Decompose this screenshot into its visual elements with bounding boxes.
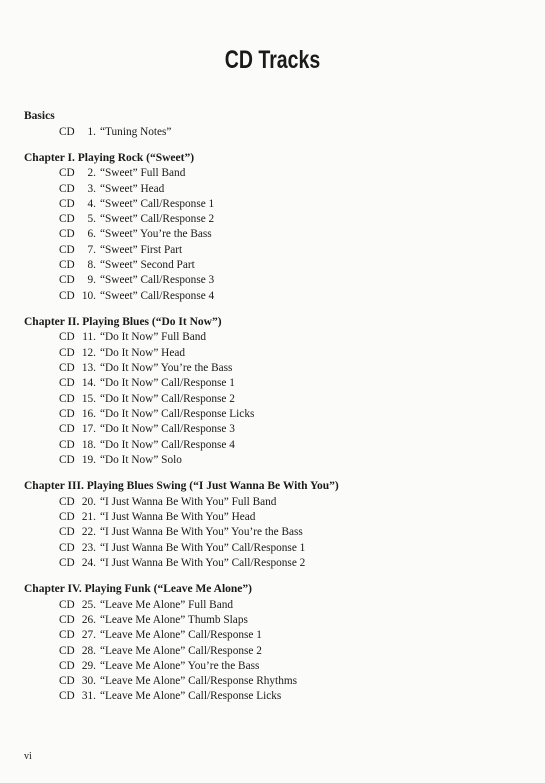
page-title: CD Tracks [224,46,321,74]
track-number: 24. [81,556,96,569]
track-number: 29. [81,659,96,672]
track-item [24,541,524,556]
track-cd-label: CD [59,495,75,508]
track-section [24,315,524,468]
track-cd-label: CD [59,392,75,405]
track-title: “Do It Now” Call/Response Licks [100,407,255,420]
track-title: “Do It Now” Full Band [100,331,207,344]
track-number: 23. [81,541,96,554]
page-number: vi [24,751,32,762]
track-section [24,479,524,571]
track-item [24,376,524,391]
track-item [24,689,524,704]
track-title: “I Just Wanna Be With You” Full Band [100,495,277,508]
track-cd-label: CD [59,644,75,657]
track-title: “Do It Now” Call/Response 3 [100,423,235,436]
track-cd-label: CD [59,331,75,344]
track-item [24,438,524,453]
track-item [24,361,524,376]
track-title: “Tuning Notes” [100,125,172,138]
track-cd-label: CD [59,659,75,672]
track-cd-label: CD [59,423,75,436]
track-cd-label: CD [59,556,75,569]
track-title: “Do It Now” Call/Response 1 [100,377,235,390]
track-number: 28. [81,644,96,657]
track-title: “Leave Me Alone” Thumb Slaps [100,613,248,626]
track-title: “Do It Now” Head [100,346,186,359]
track-cd-label: CD [59,228,75,241]
track-cd-label: CD [59,675,75,688]
track-item [24,659,524,674]
track-cd-label: CD [59,541,75,554]
track-title: “Leave Me Alone” Call/Response Licks [100,690,282,703]
track-item [24,453,524,468]
track-number: 16. [81,407,96,420]
track-number: 20. [81,495,96,508]
track-cd-label: CD [59,613,75,626]
track-number: 4. [87,197,96,210]
track-cd-label: CD [59,407,75,420]
track-item [24,495,524,510]
track-cd-label: CD [59,125,75,138]
track-title: “I Just Wanna Be With You” Call/Response 2 [100,556,306,569]
track-title: “Leave Me Alone” Full Band [100,598,234,611]
track-item [24,674,524,689]
track-number: 3. [87,182,96,195]
track-item [24,197,524,212]
track-number: 2. [87,167,96,180]
track-item [24,346,524,361]
track-title: “I Just Wanna Be With You” You’re the Bass [100,526,303,539]
track-number: 18. [81,438,96,451]
track-title: “Sweet” Call/Response 2 [100,213,215,226]
track-title: “Do It Now” Call/Response 4 [100,438,235,451]
track-section [24,151,524,304]
track-cd-label: CD [59,289,75,302]
track-number: 6. [87,228,96,241]
track-number: 30. [81,675,96,688]
track-number: 19. [81,453,96,466]
section-heading: Chapter III. Playing Blues Swing (“I Just Wanna Be With You”) [24,480,339,493]
track-title: “Leave Me Alone” Call/Response 1 [100,629,262,642]
section-heading: Basics [24,110,55,122]
track-item [24,644,524,659]
track-title: “I Just Wanna Be With You” Head [100,510,256,523]
track-title: “Sweet” Full Band [100,167,186,180]
track-title: “Sweet” First Part [100,243,183,256]
track-item [24,525,524,540]
track-number: 13. [81,362,96,375]
track-item [24,392,524,407]
track-title: “Do It Now” You’re the Bass [100,362,233,375]
track-cd-label: CD [59,377,75,390]
section-heading: Chapter II. Playing Blues (“Do It Now”) [24,315,222,328]
track-item [24,212,524,227]
track-item [24,598,524,613]
track-title: “Sweet” Call/Response 1 [100,197,215,210]
track-title: “Sweet” Head [100,182,165,195]
track-number: 7. [87,243,96,256]
track-cd-label: CD [59,453,75,466]
track-number: 12. [81,346,96,359]
track-number: 22. [81,526,96,539]
track-cd-label: CD [59,438,75,451]
track-item [24,289,524,304]
track-number: 31. [81,690,96,703]
track-number: 14. [81,377,96,390]
track-number: 9. [87,274,96,287]
track-number: 27. [81,629,96,642]
track-cd-label: CD [59,182,75,195]
track-title: “Sweet” Call/Response 4 [100,289,215,302]
track-cd-label: CD [59,629,75,642]
track-item [24,166,524,181]
track-item [24,273,524,288]
track-number: 17. [81,423,96,436]
track-cd-label: CD [59,167,75,180]
track-section [24,582,524,705]
track-item [24,182,524,197]
track-cd-label: CD [59,362,75,375]
track-item [24,613,524,628]
track-cd-label: CD [59,690,75,703]
track-cd-label: CD [59,346,75,359]
track-number: 21. [81,510,96,523]
track-title: “Sweet” Second Part [100,259,195,272]
track-number: 26. [81,613,96,626]
track-item [24,422,524,437]
track-item [24,258,524,273]
track-title: “Do It Now” Call/Response 2 [100,392,235,405]
track-item [24,330,524,345]
track-item [24,227,524,242]
track-cd-label: CD [59,598,75,611]
track-cd-label: CD [59,197,75,210]
track-cd-label: CD [59,274,75,287]
track-cd-label: CD [59,526,75,539]
track-number: 15. [81,392,96,405]
track-item [24,125,524,140]
track-title: “Leave Me Alone” You’re the Bass [100,659,260,672]
track-section [24,109,524,140]
track-number: 1. [87,125,96,138]
track-item [24,628,524,643]
track-title: “Sweet” You’re the Bass [100,228,212,241]
track-number: 8. [87,259,96,272]
track-title: “Sweet” Call/Response 3 [100,274,215,287]
track-listing [24,109,524,716]
section-heading: Chapter IV. Playing Funk (“Leave Me Alone”) [24,583,252,596]
track-cd-label: CD [59,510,75,523]
track-title: “Leave Me Alone” Call/Response Rhythms [100,675,298,688]
track-cd-label: CD [59,243,75,256]
track-title: “I Just Wanna Be With You” Call/Response 1 [100,541,306,554]
track-cd-label: CD [59,213,75,226]
track-number: 10. [81,289,96,302]
section-heading: Chapter I. Playing Rock (“Sweet”) [24,151,195,164]
track-cd-label: CD [59,259,75,272]
track-item [24,556,524,571]
track-title: “Do It Now” Solo [100,453,182,466]
track-title: “Leave Me Alone” Call/Response 2 [100,644,262,657]
track-item [24,510,524,525]
track-item [24,407,524,422]
track-number: 11. [82,331,96,344]
track-number: 25. [81,598,96,611]
track-item [24,243,524,258]
track-number: 5. [87,213,96,226]
